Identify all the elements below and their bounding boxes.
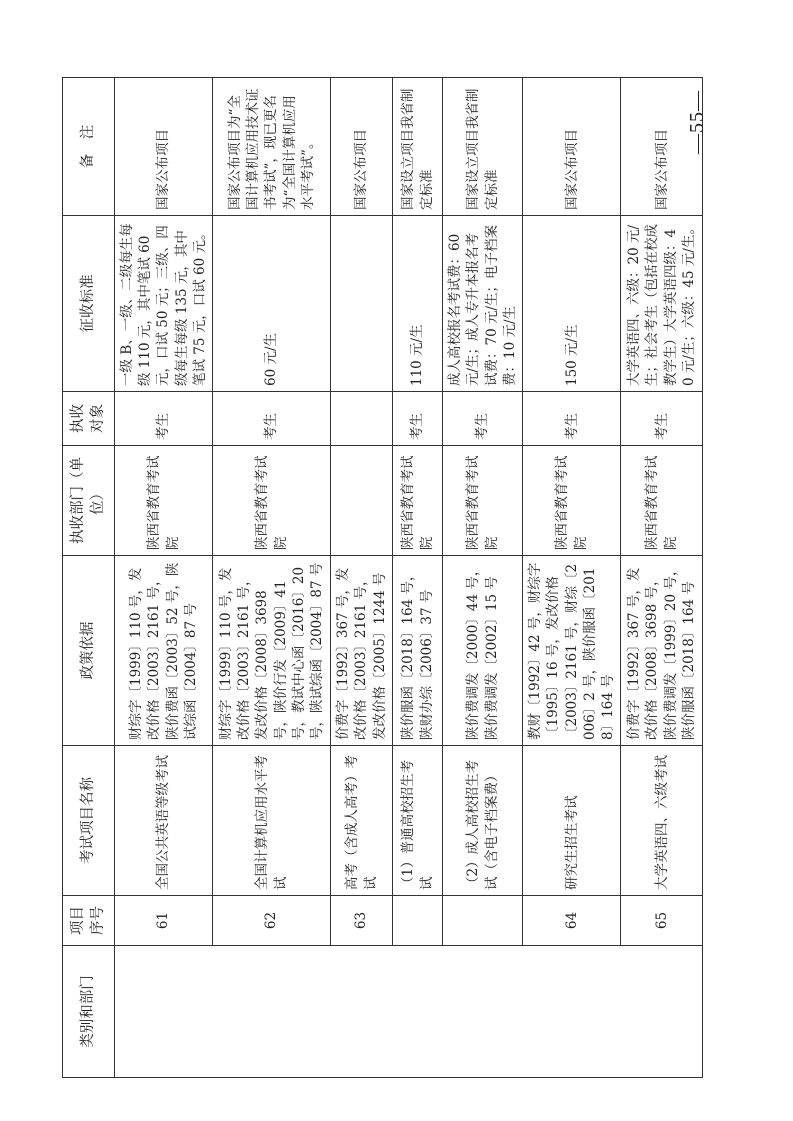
row-dept: 陕西省教育考试院 xyxy=(213,446,331,556)
row-name: 大学英语四、六级考试 xyxy=(621,746,703,896)
row-dept: 陕西省教育考试院 xyxy=(523,446,621,556)
row-seq xyxy=(443,896,523,946)
header-dept: 执收部门（单位） xyxy=(63,446,115,556)
row-note: 国家公布项目为“全国计算机应用技术证书考试”，现已更名为“全国计算机应用水平考试”。 xyxy=(213,78,331,216)
category-cell xyxy=(115,946,703,1078)
row-basis: 陕价费调发〔2000〕44 号，陕价费调发〔2002〕15 号 xyxy=(443,556,523,746)
row-seq: 65 xyxy=(621,896,703,946)
row-note: 国家设立项目我省制定标准 xyxy=(443,78,523,216)
row-seq: 64 xyxy=(523,896,621,946)
row-target: 考生 xyxy=(443,392,523,446)
row-basis: 教财〔1992〕42 号，财综字〔1995〕16 号，发改价格〔2003〕2161 号，财综〔2006〕2 号，陕价服函〔2018〕164 号 xyxy=(523,556,621,746)
row-standard xyxy=(331,216,393,392)
row-dept: 陕西省教育考试院 xyxy=(393,446,443,556)
row-name: 全国公共英语等级考试 xyxy=(115,746,213,896)
row-dept: 陕西省教育考试院 xyxy=(115,446,213,556)
row-standard: 成人高校报名考试费：60 元/生；成人专升本报名考试费：70 元/生；电子档案费：10 元/生 xyxy=(443,216,523,392)
row-name: 全国计算机应用水平考试 xyxy=(213,746,331,896)
header-seq: 项目序号 xyxy=(63,896,115,946)
row-note: 国家设立项目我省制定标准 xyxy=(393,78,443,216)
header-target: 执收对象 xyxy=(63,392,115,446)
row-dept: 陕西省教育考试院 xyxy=(621,446,703,556)
row-basis: 价费字〔1992〕367 号，发改价格〔2003〕2161 号，发改价格〔2005〕1244 号 xyxy=(331,556,393,746)
table-row xyxy=(213,78,331,1078)
row-note: 国家公布项目 xyxy=(621,78,703,216)
table-header-row xyxy=(63,78,115,1078)
row-note: 国家公布项目 xyxy=(523,78,621,216)
row-target xyxy=(331,392,393,446)
row-basis: 价费字〔1992〕367 号，发改价格〔2008〕3698 号，陕价费调发〔1999〕20 号，陕价服函〔2018〕164 号 xyxy=(621,556,703,746)
table-row xyxy=(393,78,443,1078)
row-seq: 63 xyxy=(331,896,393,946)
row-name: 研究生招生考试 xyxy=(523,746,621,896)
row-note: 国家公布项目 xyxy=(331,78,393,216)
row-standard: 150 元/生 xyxy=(523,216,621,392)
row-name: （2）成人高校招生考试（含电子档案费） xyxy=(443,746,523,896)
row-target: 考生 xyxy=(621,392,703,446)
header-note: 备 注 xyxy=(63,78,115,216)
row-basis: 财综字〔1999〕110 号，发改价格〔2003〕2161 号，发改价格〔2008〕3698 号，陕价行发〔2009〕41 号，教试中心函〔2016〕20 号，陕试综函〔2004〕87 号 xyxy=(213,556,331,746)
row-target: 考生 xyxy=(213,392,331,446)
table-row xyxy=(115,78,213,1078)
row-note: 国家公布项目 xyxy=(115,78,213,216)
row-target: 考生 xyxy=(523,392,621,446)
row-target: 考生 xyxy=(393,392,443,446)
table-row xyxy=(331,78,393,1078)
row-dept xyxy=(331,446,393,556)
table-row xyxy=(443,78,523,1078)
row-seq xyxy=(393,896,443,946)
fee-table xyxy=(62,77,703,1078)
row-seq: 62 xyxy=(213,896,331,946)
row-standard: 一级 B、一级、二级每生每级 110 元，其中笔试 60 元，口试 50 元；三级、四级每生每级 135 元，其中笔试 75 元，口试 60 元。 xyxy=(115,216,213,392)
row-seq: 61 xyxy=(115,896,213,946)
table-row xyxy=(621,78,703,1078)
row-basis: 陕价服函〔2018〕164 号，陕财办综〔2006〕37 号 xyxy=(393,556,443,746)
header-standard: 征收标准 xyxy=(63,216,115,392)
row-name: 高考（含成人高考）考试 xyxy=(331,746,393,896)
row-dept: 陕西省教育考试院 xyxy=(443,446,523,556)
header-category: 类别和部门 xyxy=(63,946,115,1078)
page-number: —55— xyxy=(686,90,708,154)
row-basis: 财综字〔1999〕110 号，发改价格〔2003〕2161 号，陕价费函〔2003〕52 号，陕试综函〔2004〕87 号 xyxy=(115,556,213,746)
row-name: （1）普通高校招生考试 xyxy=(393,746,443,896)
header-name: 考试项目名称 xyxy=(63,746,115,896)
row-standard: 60 元/生 xyxy=(213,216,331,392)
header-basis: 政策依据 xyxy=(63,556,115,746)
table-row xyxy=(523,78,621,1078)
row-standard: 110 元/生 xyxy=(393,216,443,392)
row-target: 考生 xyxy=(115,392,213,446)
row-standard: 大学英语四、六级：20 元/生；社会考生（包括在校成教学生）大学英语四级：40 元/生；六级：45 元/生。 xyxy=(621,216,703,392)
